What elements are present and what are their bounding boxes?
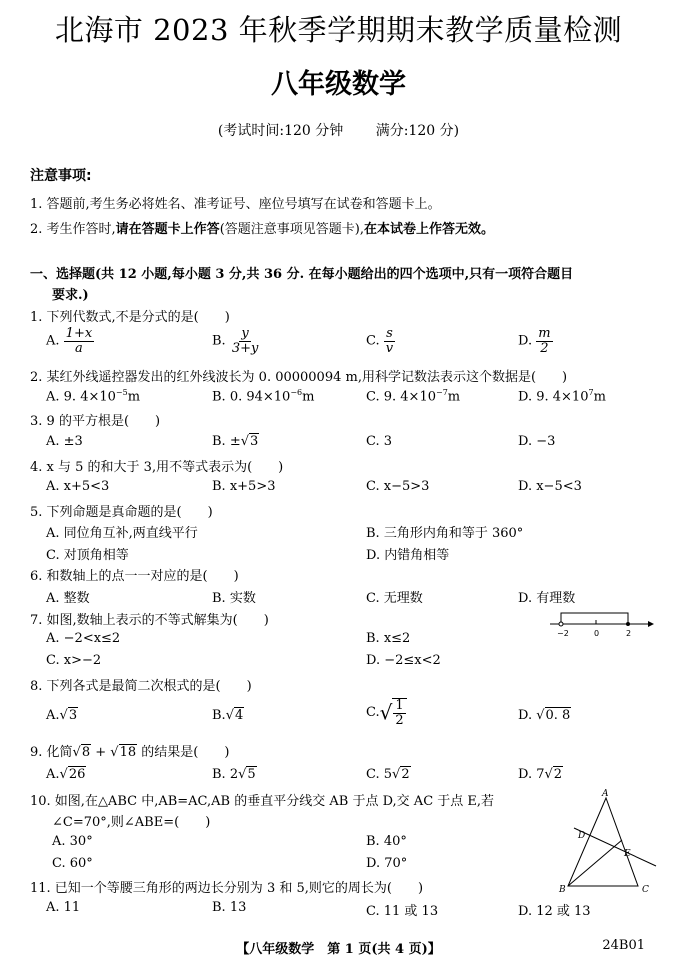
q7-option-b: B. x≤2 [366,631,411,646]
q4-stem: 4. x 与 5 的和大于 3,用不等式表示为( ) [30,460,284,475]
q7-stem: 7. 如图,数轴上表示的不等式解集为( ) [30,613,269,628]
q10-stem-line2: ∠C=70°,则∠ABE=( ) [52,815,211,830]
q11-option-d: D. 12 或 13 [518,904,591,919]
notice-item-1: 1. 答题前,考生务必将姓名、准考证号、座位号填写在试卷和答题卡上。 [30,197,441,212]
q2-option-a: A. 9. $4\times 10^{-5}m$ [46,388,141,405]
q11-option-b: B. 13 [212,900,247,915]
point-label-d: D [578,831,586,841]
paper-code: 24B01 [602,938,645,953]
subject-title: 八年级数学 [271,69,406,100]
q9-option-a: A.√26 [46,767,86,782]
q10-option-c: C. 60° [52,856,93,871]
q9-option-c: C. 5√2 [366,767,410,782]
q6-option-b: B. 实数 [212,591,256,606]
q2-option-c: C. 9. $4\times 10^{-7}m$ [366,388,461,405]
q8-option-a: A.√3 [46,708,78,723]
section-1-heading-cont: 要求.) [52,288,89,303]
page-footer: 【八年级数学 第 1 页(共 4 页)】 [236,942,441,957]
q6-option-d: D. 有理数 [518,591,576,606]
q9-stem: 9. 化简√8 + √18 的结果是( ) [30,745,230,760]
q5-option-a: A. 同位角互补,两直线平行 [46,526,198,541]
q4-option-c: C. x−5>3 [366,479,430,494]
q8-stem: 8. 下列各式是最简二次根式的是( ) [30,679,252,694]
q11-option-a: A. 11 [46,900,81,915]
exam-title: 北海市 2023 年秋季学期期末教学质量检测 [54,13,623,47]
q9-option-d: D. 7√2 [518,767,563,782]
point-label-c: C [642,885,649,895]
tick-label-minus-2: −2 [557,629,569,638]
exam-score: 满分:120 分) [375,123,460,139]
q10-stem-line1: 10. 如图,在△ABC 中,AB=AC,AB 的垂直平分线交 AB 于点 D,交 AC 于点 E,若 [30,794,495,809]
q4-option-b: B. x+5>3 [212,479,276,494]
q5-option-d: D. 内错角相等 [366,548,450,563]
triangle-figure [556,786,668,896]
point-label-b: B [559,885,566,895]
q1-option-c: C. $\frac{s}{v}$ [366,326,394,356]
q7-option-d: D. −2≤x<2 [366,653,441,668]
q2-option-d: D. 9. $4\times 10^7m$ [518,388,606,405]
q3-option-d: D. −3 [518,434,556,449]
q6-option-a: A. 整数 [46,591,90,606]
exam-time: (考试时间:120 分钟 [217,123,344,139]
q4-option-a: A. x+5<3 [46,479,110,494]
q1-stem: 1. 下列代数式,不是分式的是( ) [30,310,230,325]
q6-stem: 6. 和数轴上的点一一对应的是( ) [30,569,239,584]
q10-option-a: A. 30° [52,834,93,849]
q5-option-b: B. 三角形内角和等于 360° [366,526,524,541]
notice-heading: 注意事项: [30,168,92,184]
q5-stem: 5. 下列命题是真命题的是( ) [30,505,213,520]
q10-option-d: D. 70° [366,856,408,871]
q3-option-a: A. ±3 [46,434,83,449]
q1-option-b: B. $\frac{y}{3+y}$ [212,326,259,356]
q8-option-b: B.√4 [212,708,244,723]
q3-option-b: B. ±√3 [212,434,259,449]
q9-option-b: B. 2√5 [212,767,256,782]
q4-option-d: D. x−5<3 [518,479,582,494]
q11-option-c: C. 11 或 13 [366,904,439,919]
q2-stem: 2. 某红外线遥控器发出的红外线波长为 0. 00000094 m,用科学记数法表示这个数据是( ) [30,370,568,385]
q6-option-c: C. 无理数 [366,591,423,606]
q7-option-a: A. −2<x≤2 [46,631,121,646]
q1-option-d: D. $\frac{m}{2}$ [518,326,551,356]
section-1-heading: 一、选择题(共 12 小题,每小题 3 分,共 36 分. 在每小题给出的四个选项中,只有一项符合题目 [30,267,574,282]
exam-info [0,120,677,140]
tick-label-0: 0 [594,629,600,638]
notice-item-2: 2. 考生作答时,请在答题卡上作答(答题注意事项见答题卡),在本试卷上作答无效。 [30,222,494,237]
q3-stem: 3. 9 的平方根是( ) [30,414,161,429]
point-label-e: E [624,849,631,859]
q5-option-c: C. 对顶角相等 [46,548,129,563]
q1-option-a: A. $\frac{1+x}{a}$ [46,326,93,356]
q7-option-c: C. x>−2 [46,653,102,668]
q2-option-b: B. 0. $94\times 10^{-6}m$ [212,388,315,405]
point-label-a: A [602,789,609,799]
number-line-figure [548,608,656,638]
q3-option-c: C. 3 [366,434,393,449]
q10-option-b: B. 40° [366,834,407,849]
tick-label-2: 2 [626,629,632,638]
q8-option-c: C.√ $\frac{1}{2}$ [366,698,407,727]
q11-stem: 11. 已知一个等腰三角形的两边长分别为 3 和 5,则它的周长为( ) [30,881,424,896]
q8-option-d: D. √0. 8 [518,708,571,723]
